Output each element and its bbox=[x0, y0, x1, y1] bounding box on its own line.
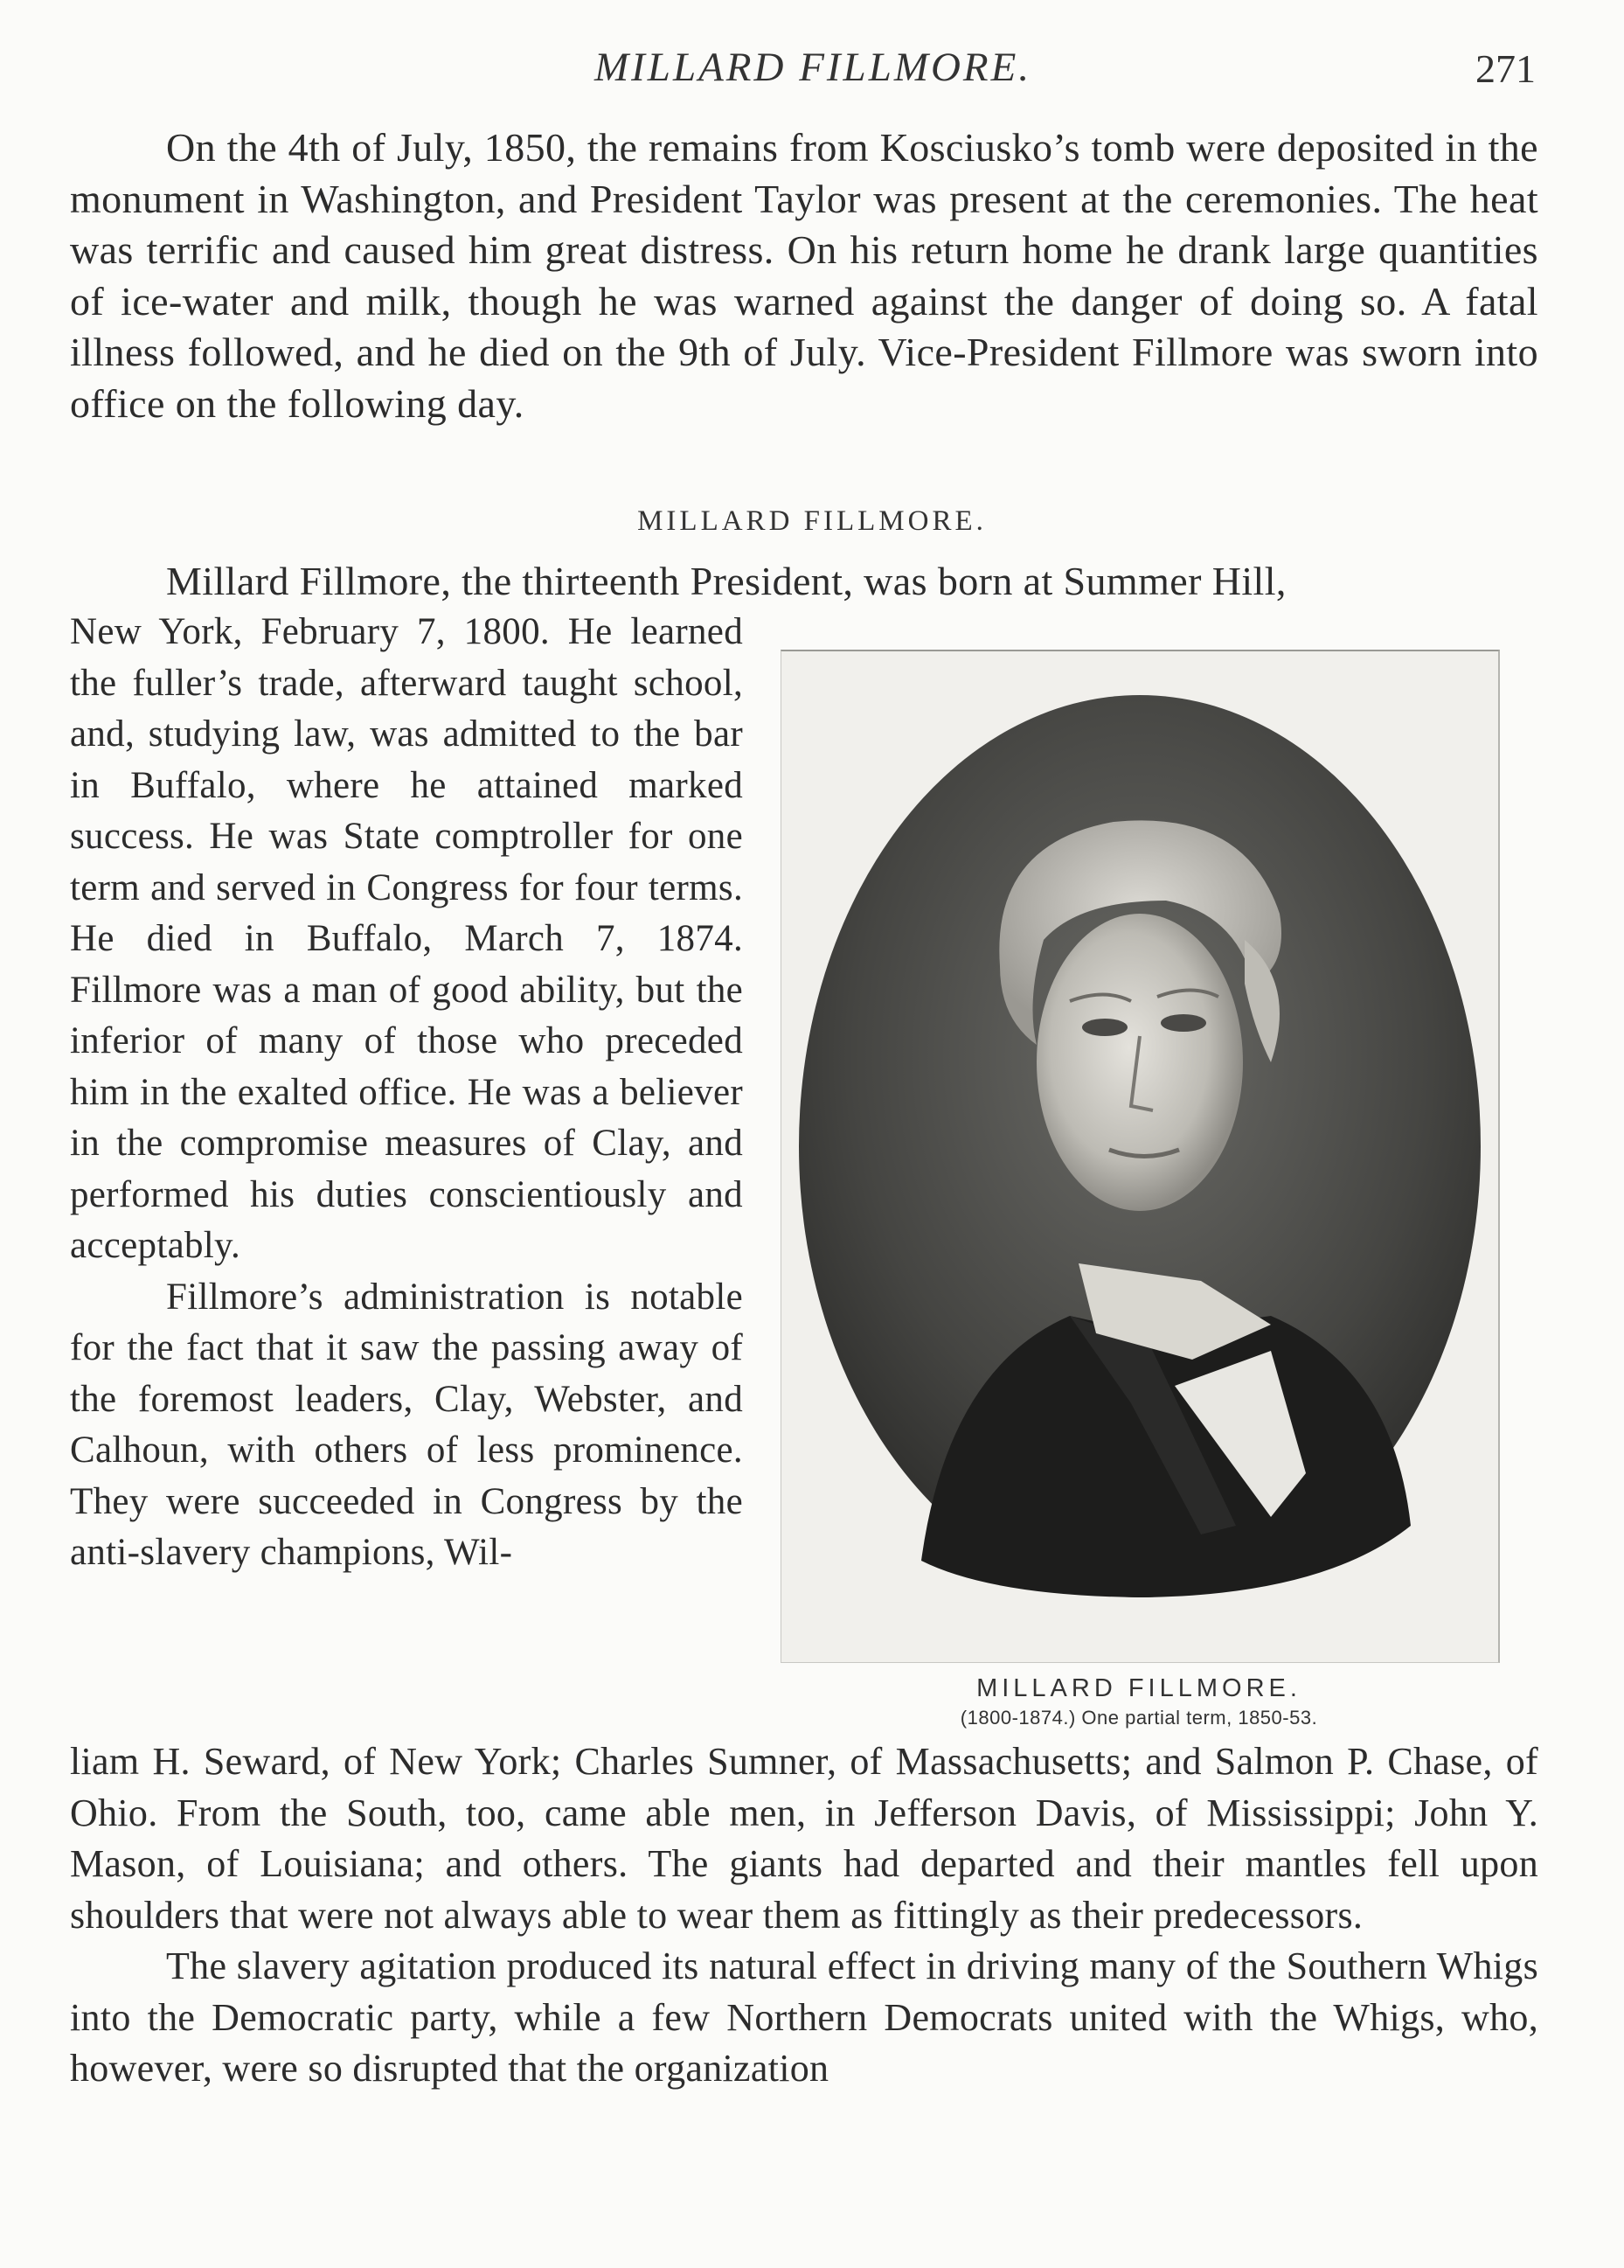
page-number: 271 bbox=[1475, 46, 1536, 91]
administration-paragraph-end: liam H. Seward, of New York; Charles Sumner, of Massachusetts; and Salmon P. Chase, of Ohio. From the South, too, came able men, in Jefferson Davis, of Mississippi; John Y. Mason, of Louisiana; and others. The giants had departed and their mantles fell upon shoulders that were not always able to wear them as fittingly as their predecessors. bbox=[70, 1740, 1538, 1937]
full-width-text bbox=[70, 1736, 1538, 2095]
left-column-text bbox=[70, 607, 743, 1579]
running-head bbox=[0, 44, 1624, 105]
portrait-engraving bbox=[781, 650, 1500, 1663]
portrait-image bbox=[781, 651, 1498, 1662]
bio-first-line: Millard Fillmore, the thirteenth President, was born at Summer Hill, bbox=[166, 559, 1287, 603]
slavery-paragraph: The slavery agitation produced its natural effect in driving many of the Southern Whigs into the Democratic party, while a few Northern Democrats united with the Whigs, who, however, were so disrupted that the organization bbox=[70, 1944, 1538, 2090]
intro-paragraph: On the 4th of July, 1850, the remains from Kosciusko’s tomb were deposited in the monument in Washington, and President Taylor was present at the ceremonies. The heat was terrific and caused him great distress. On his return home he drank large quantities of ice-water and milk, though he was warned against the danger of doing so. A fatal illness followed, and he died on the 9th of July. Vice-President Fillmore was sworn into office on the following day. bbox=[70, 125, 1538, 426]
intro-paragraph-block bbox=[70, 122, 1538, 429]
section-heading: MILLARD FILLMORE. bbox=[637, 505, 987, 537]
portrait-caption-sub: (1800-1874.) One partial term, 1850-53. bbox=[960, 1707, 1318, 1729]
running-title: MILLARD FILLMORE. bbox=[594, 45, 1032, 90]
portrait-face bbox=[1037, 914, 1243, 1211]
administration-paragraph-start: Fillmore’s administration is notable for the fact that it saw the passing away of the foremost leaders, Clay, Webster, and Calhoun, with others of less prominence. They were succeeded in Congress by the anti-slavery champions, Wil- bbox=[70, 1276, 743, 1573]
bio-paragraph: New York, February 7, 1800. He learned the fuller’s trade, afterward taught school, and, studying law, was admitted to the bar in Buffalo, where he attained marked success. He was State comptroller for one term and served in Congress for four terms. He died in Buffalo, March 7, 1874. Fillmore was a man of good ability, but the inferior of many of those who preceded him in the exalted office. He was a believer in the compromise measures of Clay, and performed his duties conscientiously and acceptably. bbox=[70, 611, 743, 1266]
portrait-caption-title: MILLARD FILLMORE. bbox=[976, 1674, 1301, 1702]
